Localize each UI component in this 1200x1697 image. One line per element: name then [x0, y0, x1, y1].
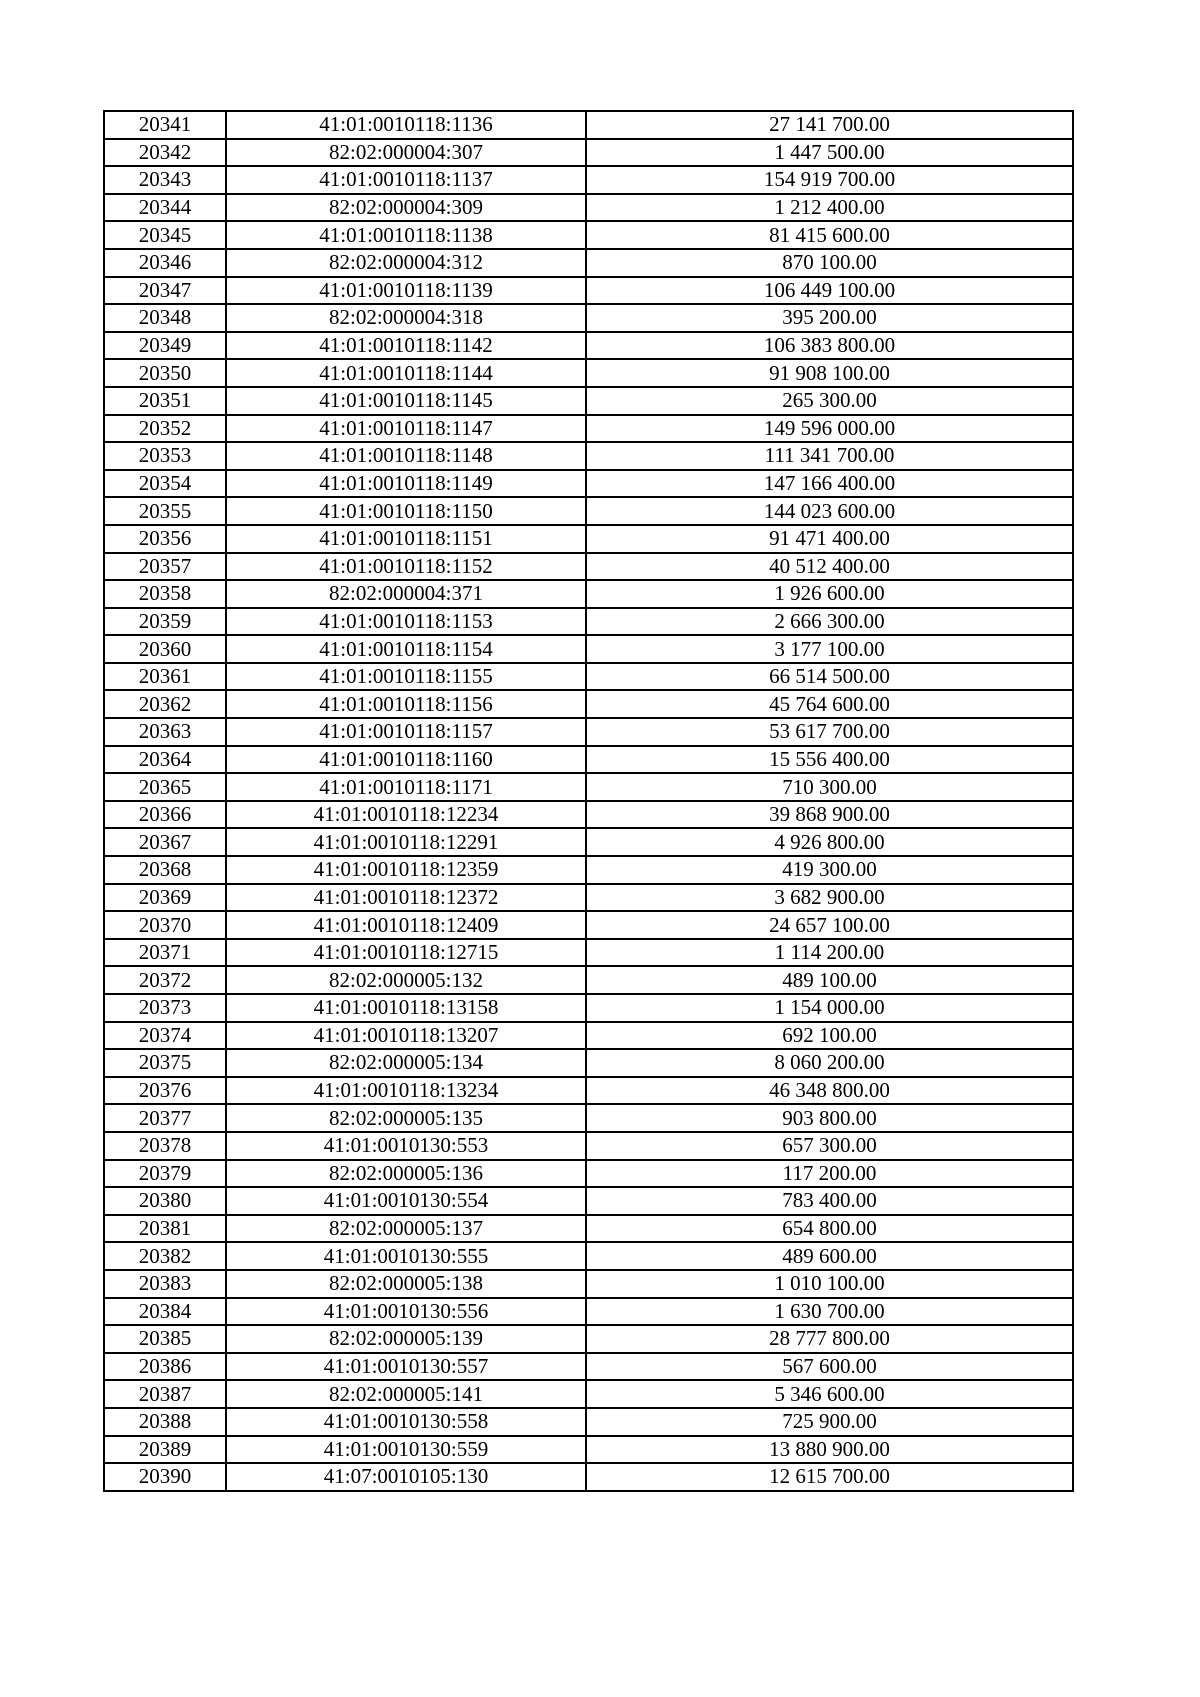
row-number-cell: 20390 [104, 1463, 226, 1491]
table-row [104, 608, 1073, 636]
table-row [104, 635, 1073, 663]
cadastral-value-cell: 4 926 800.00 [586, 828, 1073, 856]
table-row [104, 1022, 1073, 1050]
cadastral-value-cell: 395 200.00 [586, 304, 1073, 332]
cadastral-number-cell: 41:01:0010118:12372 [226, 884, 586, 912]
cadastral-number-cell: 41:01:0010118:1142 [226, 332, 586, 360]
cadastral-value-cell: 117 200.00 [586, 1160, 1073, 1188]
row-number-cell: 20378 [104, 1132, 226, 1160]
row-number-cell: 20344 [104, 194, 226, 222]
cadastral-value-cell: 1 212 400.00 [586, 194, 1073, 222]
cadastral-value-cell: 147 166 400.00 [586, 470, 1073, 498]
table-row [104, 663, 1073, 691]
cadastral-number-cell: 41:01:0010118:1155 [226, 663, 586, 691]
table-row [104, 249, 1073, 277]
row-number-cell: 20382 [104, 1242, 226, 1270]
cadastral-value-cell: 28 777 800.00 [586, 1325, 1073, 1353]
table-row [104, 387, 1073, 415]
cadastral-value-cell: 8 060 200.00 [586, 1049, 1073, 1077]
cadastral-number-cell: 41:01:0010130:557 [226, 1353, 586, 1381]
cadastral-number-cell: 41:01:0010118:1144 [226, 359, 586, 387]
table-row [104, 497, 1073, 525]
table-row [104, 1270, 1073, 1298]
cadastral-value-cell: 1 154 000.00 [586, 994, 1073, 1022]
cadastral-value-cell: 1 010 100.00 [586, 1270, 1073, 1298]
cadastral-value-cell: 45 764 600.00 [586, 690, 1073, 718]
cadastral-value-cell: 1 114 200.00 [586, 939, 1073, 967]
cadastral-value-cell: 39 868 900.00 [586, 801, 1073, 829]
cadastral-value-cell: 24 657 100.00 [586, 911, 1073, 939]
cadastral-number-cell: 41:01:0010118:1148 [226, 442, 586, 470]
row-number-cell: 20369 [104, 884, 226, 912]
cadastral-number-cell: 41:01:0010118:12359 [226, 856, 586, 884]
cadastral-value-cell: 1 630 700.00 [586, 1298, 1073, 1326]
row-number-cell: 20367 [104, 828, 226, 856]
cadastral-value-cell: 567 600.00 [586, 1353, 1073, 1381]
table-row [104, 1463, 1073, 1491]
cadastral-number-cell: 41:01:0010118:1149 [226, 470, 586, 498]
row-number-cell: 20346 [104, 249, 226, 277]
cadastral-value-cell: 5 346 600.00 [586, 1380, 1073, 1408]
row-number-cell: 20347 [104, 277, 226, 305]
cadastral-value-cell: 725 900.00 [586, 1408, 1073, 1436]
row-number-cell: 20361 [104, 663, 226, 691]
row-number-cell: 20362 [104, 690, 226, 718]
table-row [104, 718, 1073, 746]
row-number-cell: 20342 [104, 139, 226, 167]
row-number-cell: 20372 [104, 966, 226, 994]
row-number-cell: 20389 [104, 1436, 226, 1464]
cadastral-number-cell: 41:01:0010118:12715 [226, 939, 586, 967]
cadastral-value-cell: 13 880 900.00 [586, 1436, 1073, 1464]
cadastral-number-cell: 41:01:0010118:12409 [226, 911, 586, 939]
table-row [104, 939, 1073, 967]
cadastral-value-cell: 91 471 400.00 [586, 525, 1073, 553]
table-row [104, 1353, 1073, 1381]
table-row [104, 442, 1073, 470]
cadastral-value-cell: 66 514 500.00 [586, 663, 1073, 691]
row-number-cell: 20343 [104, 166, 226, 194]
cadastral-value-cell: 419 300.00 [586, 856, 1073, 884]
cadastral-value-cell: 870 100.00 [586, 249, 1073, 277]
cadastral-number-cell: 41:01:0010130:555 [226, 1242, 586, 1270]
table-row [104, 1380, 1073, 1408]
cadastral-number-cell: 41:01:0010118:1150 [226, 497, 586, 525]
table-row [104, 911, 1073, 939]
row-number-cell: 20345 [104, 221, 226, 249]
table-row [104, 1215, 1073, 1243]
cadastral-number-cell: 41:01:0010118:13207 [226, 1022, 586, 1050]
table-row [104, 884, 1073, 912]
cadastral-number-cell: 82:02:000005:135 [226, 1104, 586, 1132]
row-number-cell: 20358 [104, 580, 226, 608]
cadastral-number-cell: 41:01:0010118:1136 [226, 111, 586, 139]
cadastral-number-cell: 41:07:0010105:130 [226, 1463, 586, 1491]
table-row [104, 1160, 1073, 1188]
cadastral-number-cell: 82:02:000005:139 [226, 1325, 586, 1353]
cadastral-number-cell: 41:01:0010118:1154 [226, 635, 586, 663]
table-row [104, 828, 1073, 856]
table-row [104, 525, 1073, 553]
row-number-cell: 20380 [104, 1187, 226, 1215]
table-row [104, 304, 1073, 332]
table-row [104, 1077, 1073, 1105]
cadastral-value-cell: 3 177 100.00 [586, 635, 1073, 663]
row-number-cell: 20377 [104, 1104, 226, 1132]
row-number-cell: 20350 [104, 359, 226, 387]
row-number-cell: 20387 [104, 1380, 226, 1408]
row-number-cell: 20384 [104, 1298, 226, 1326]
cadastral-number-cell: 41:01:0010118:1160 [226, 746, 586, 774]
row-number-cell: 20385 [104, 1325, 226, 1353]
cadastral-value-cell: 489 600.00 [586, 1242, 1073, 1270]
row-number-cell: 20388 [104, 1408, 226, 1436]
cadastral-number-cell: 82:02:000005:141 [226, 1380, 586, 1408]
table-row [104, 1132, 1073, 1160]
cadastral-number-cell: 41:01:0010118:1138 [226, 221, 586, 249]
cadastral-value-cell: 657 300.00 [586, 1132, 1073, 1160]
cadastral-value-cell: 783 400.00 [586, 1187, 1073, 1215]
cadastral-number-cell: 41:01:0010118:1137 [226, 166, 586, 194]
cadastral-number-cell: 82:02:000004:371 [226, 580, 586, 608]
table-row [104, 1104, 1073, 1132]
cadastral-value-cell: 149 596 000.00 [586, 415, 1073, 443]
row-number-cell: 20353 [104, 442, 226, 470]
cadastral-value-cell: 144 023 600.00 [586, 497, 1073, 525]
row-number-cell: 20348 [104, 304, 226, 332]
cadastral-number-cell: 41:01:0010118:1156 [226, 690, 586, 718]
row-number-cell: 20386 [104, 1353, 226, 1381]
row-number-cell: 20351 [104, 387, 226, 415]
cadastral-value-cell: 106 449 100.00 [586, 277, 1073, 305]
table-row [104, 690, 1073, 718]
table-row [104, 415, 1073, 443]
table-row [104, 553, 1073, 581]
cadastral-value-cell: 265 300.00 [586, 387, 1073, 415]
row-number-cell: 20349 [104, 332, 226, 360]
cadastral-number-cell: 41:01:0010130:554 [226, 1187, 586, 1215]
table-row [104, 166, 1073, 194]
cadastral-number-cell: 82:02:000004:309 [226, 194, 586, 222]
table-row [104, 1049, 1073, 1077]
cadastral-value-cell: 106 383 800.00 [586, 332, 1073, 360]
table-row [104, 856, 1073, 884]
cadastral-value-cell: 91 908 100.00 [586, 359, 1073, 387]
cadastral-value-cell: 692 100.00 [586, 1022, 1073, 1050]
cadastral-number-cell: 82:02:000005:132 [226, 966, 586, 994]
cadastral-number-cell: 41:01:0010118:12291 [226, 828, 586, 856]
row-number-cell: 20363 [104, 718, 226, 746]
row-number-cell: 20365 [104, 773, 226, 801]
table-row [104, 746, 1073, 774]
table-row [104, 801, 1073, 829]
cadastral-value-cell: 40 512 400.00 [586, 553, 1073, 581]
cadastral-value-cell: 27 141 700.00 [586, 111, 1073, 139]
table-row [104, 1298, 1073, 1326]
table-row [104, 1325, 1073, 1353]
cadastral-number-cell: 41:01:0010118:1145 [226, 387, 586, 415]
row-number-cell: 20368 [104, 856, 226, 884]
cadastral-value-cell: 53 617 700.00 [586, 718, 1073, 746]
table-row [104, 773, 1073, 801]
row-number-cell: 20352 [104, 415, 226, 443]
cadastral-value-cell: 1 447 500.00 [586, 139, 1073, 167]
row-number-cell: 20360 [104, 635, 226, 663]
row-number-cell: 20375 [104, 1049, 226, 1077]
cadastral-value-cell: 903 800.00 [586, 1104, 1073, 1132]
cadastral-number-cell: 41:01:0010118:1152 [226, 553, 586, 581]
table-body [104, 111, 1073, 1491]
table-row [104, 111, 1073, 139]
row-number-cell: 20355 [104, 497, 226, 525]
table-row [104, 1436, 1073, 1464]
row-number-cell: 20354 [104, 470, 226, 498]
cadastral-value-cell: 3 682 900.00 [586, 884, 1073, 912]
cadastral-value-cell: 46 348 800.00 [586, 1077, 1073, 1105]
table-row [104, 994, 1073, 1022]
row-number-cell: 20381 [104, 1215, 226, 1243]
row-number-cell: 20374 [104, 1022, 226, 1050]
row-number-cell: 20383 [104, 1270, 226, 1298]
row-number-cell: 20357 [104, 553, 226, 581]
table-row [104, 332, 1073, 360]
cadastral-number-cell: 41:01:0010130:553 [226, 1132, 586, 1160]
cadastral-value-cell: 1 926 600.00 [586, 580, 1073, 608]
cadastral-value-cell: 12 615 700.00 [586, 1463, 1073, 1491]
table-row [104, 1187, 1073, 1215]
cadastral-number-cell: 41:01:0010118:13234 [226, 1077, 586, 1105]
cadastral-value-cell: 111 341 700.00 [586, 442, 1073, 470]
cadastral-value-table [103, 110, 1074, 1492]
cadastral-number-cell: 41:01:0010118:1139 [226, 277, 586, 305]
table-row [104, 470, 1073, 498]
table-row [104, 966, 1073, 994]
table-row [104, 139, 1073, 167]
cadastral-value-cell: 81 415 600.00 [586, 221, 1073, 249]
cadastral-number-cell: 82:02:000005:138 [226, 1270, 586, 1298]
cadastral-number-cell: 82:02:000005:134 [226, 1049, 586, 1077]
table-row [104, 1242, 1073, 1270]
cadastral-number-cell: 82:02:000004:312 [226, 249, 586, 277]
cadastral-number-cell: 41:01:0010118:1157 [226, 718, 586, 746]
cadastral-number-cell: 82:02:000004:307 [226, 139, 586, 167]
row-number-cell: 20379 [104, 1160, 226, 1188]
row-number-cell: 20371 [104, 939, 226, 967]
cadastral-number-cell: 41:01:0010118:1171 [226, 773, 586, 801]
cadastral-value-cell: 15 556 400.00 [586, 746, 1073, 774]
cadastral-number-cell: 41:01:0010118:12234 [226, 801, 586, 829]
row-number-cell: 20364 [104, 746, 226, 774]
cadastral-number-cell: 41:01:0010130:559 [226, 1436, 586, 1464]
cadastral-number-cell: 82:02:000004:318 [226, 304, 586, 332]
table-row [104, 277, 1073, 305]
cadastral-value-cell: 154 919 700.00 [586, 166, 1073, 194]
table-row [104, 1408, 1073, 1436]
cadastral-number-cell: 82:02:000005:137 [226, 1215, 586, 1243]
cadastral-value-cell: 2 666 300.00 [586, 608, 1073, 636]
cadastral-number-cell: 41:01:0010118:1147 [226, 415, 586, 443]
row-number-cell: 20359 [104, 608, 226, 636]
cadastral-number-cell: 41:01:0010130:558 [226, 1408, 586, 1436]
cadastral-number-cell: 82:02:000005:136 [226, 1160, 586, 1188]
row-number-cell: 20376 [104, 1077, 226, 1105]
row-number-cell: 20341 [104, 111, 226, 139]
row-number-cell: 20366 [104, 801, 226, 829]
cadastral-value-cell: 489 100.00 [586, 966, 1073, 994]
table-row [104, 221, 1073, 249]
cadastral-value-cell: 654 800.00 [586, 1215, 1073, 1243]
row-number-cell: 20373 [104, 994, 226, 1022]
row-number-cell: 20356 [104, 525, 226, 553]
cadastral-number-cell: 41:01:0010118:1151 [226, 525, 586, 553]
table-row [104, 580, 1073, 608]
cadastral-number-cell: 41:01:0010118:1153 [226, 608, 586, 636]
row-number-cell: 20370 [104, 911, 226, 939]
cadastral-number-cell: 41:01:0010118:13158 [226, 994, 586, 1022]
table-row [104, 359, 1073, 387]
cadastral-number-cell: 41:01:0010130:556 [226, 1298, 586, 1326]
table-row [104, 194, 1073, 222]
cadastral-value-cell: 710 300.00 [586, 773, 1073, 801]
